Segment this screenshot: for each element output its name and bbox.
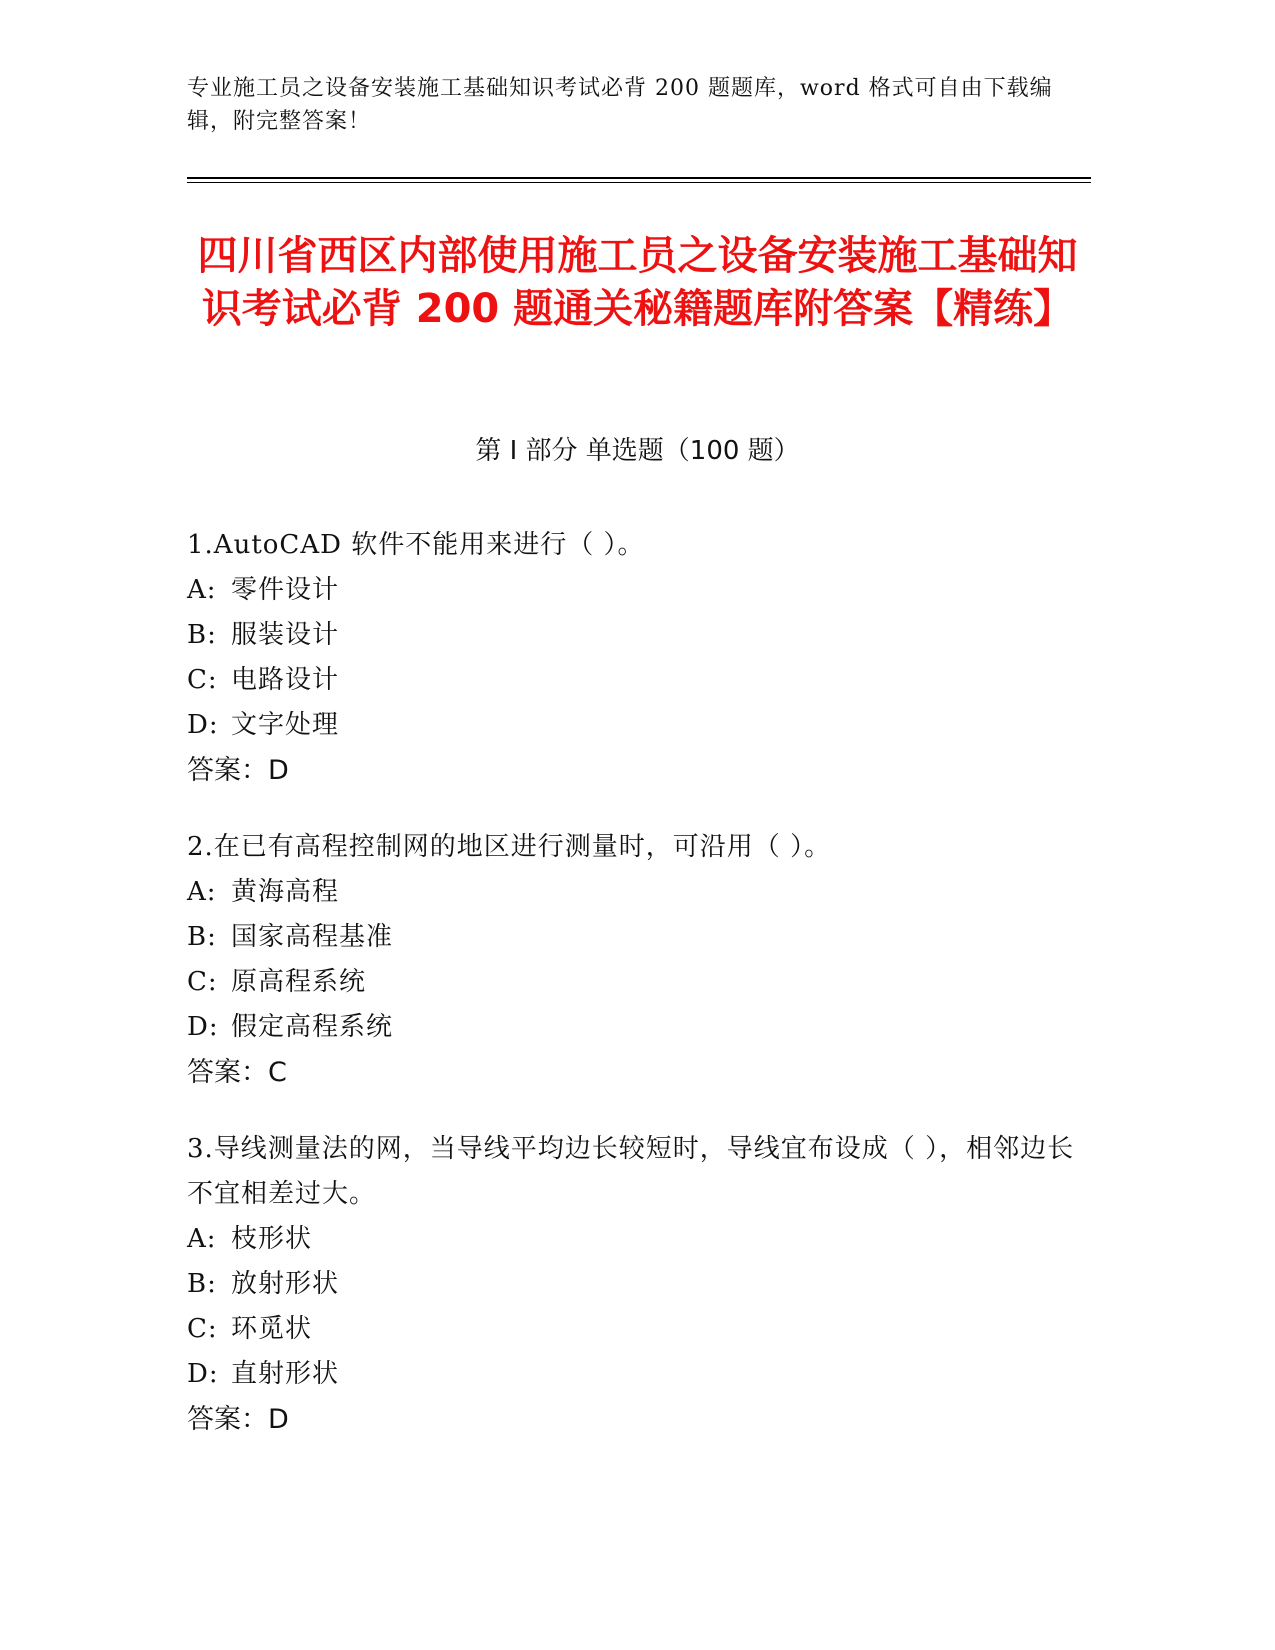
option-letter: A: <box>187 575 217 605</box>
question-option <box>187 960 1087 1005</box>
question-option <box>187 568 1087 613</box>
option-text: 零件设计 <box>231 575 340 605</box>
option-text: 假定高程系统 <box>231 1012 394 1042</box>
option-text: 国家高程基准 <box>231 922 394 952</box>
question-option <box>187 613 1087 658</box>
option-letter: D: <box>187 710 219 740</box>
question-option <box>187 1217 1087 1262</box>
option-text: 服装设计 <box>231 620 340 650</box>
header-rule-thin <box>187 182 1091 183</box>
question-option <box>187 870 1087 915</box>
question-answer: 答案：D <box>187 755 289 786</box>
option-text: 直射形状 <box>231 1359 340 1389</box>
option-text: 电路设计 <box>231 665 340 695</box>
question-item <box>187 523 1087 793</box>
question-answer: 答案：D <box>187 1404 289 1435</box>
option-letter: B: <box>187 922 217 952</box>
question-option <box>187 703 1087 748</box>
option-text: 原高程系统 <box>231 967 367 997</box>
header-rule-thick <box>187 177 1091 179</box>
option-letter: A: <box>187 1224 217 1254</box>
question-item <box>187 825 1087 1095</box>
option-letter: B: <box>187 620 217 650</box>
question-option <box>187 658 1087 703</box>
option-text: 枝形状 <box>231 1224 313 1254</box>
option-letter: B: <box>187 1269 217 1299</box>
option-text: 环觅状 <box>231 1314 313 1344</box>
option-letter: D: <box>187 1012 219 1042</box>
option-text: 放射形状 <box>231 1269 340 1299</box>
option-letter: C: <box>187 967 218 997</box>
question-option <box>187 915 1087 960</box>
question-list <box>187 523 1087 1474</box>
option-letter: C: <box>187 1314 218 1344</box>
question-stem: 3.导线测量法的网，当导线平均边长较短时，导线宜布设成（ ），相邻边长不宜相差过大。 <box>187 1134 1075 1209</box>
document-title: 四川省西区内部使用施工员之设备安装施工基础知识考试必背 200 题通关秘籍题库附答案【精练】 <box>197 233 1078 332</box>
header-note: 专业施工员之设备安装施工基础知识考试必背 200 题题库，word 格式可自由下载编辑，附完整答案！ <box>187 76 1053 134</box>
question-option <box>187 1307 1087 1352</box>
option-text: 黄海高程 <box>231 877 340 907</box>
option-letter: D: <box>187 1359 219 1389</box>
question-option <box>187 1005 1087 1050</box>
question-stem: 1.AutoCAD 软件不能用来进行（ ）。 <box>187 530 645 560</box>
question-stem: 2.在已有高程控制网的地区进行测量时，可沿用（ ）。 <box>187 832 832 862</box>
section-title: 第 I 部分 单选题（100 题） <box>475 436 800 466</box>
option-letter: C: <box>187 665 218 695</box>
question-item <box>187 1127 1087 1442</box>
question-option <box>187 1352 1087 1397</box>
option-text: 文字处理 <box>231 710 340 740</box>
question-answer: 答案：C <box>187 1057 287 1088</box>
question-option <box>187 1262 1087 1307</box>
option-letter: A: <box>187 877 217 907</box>
